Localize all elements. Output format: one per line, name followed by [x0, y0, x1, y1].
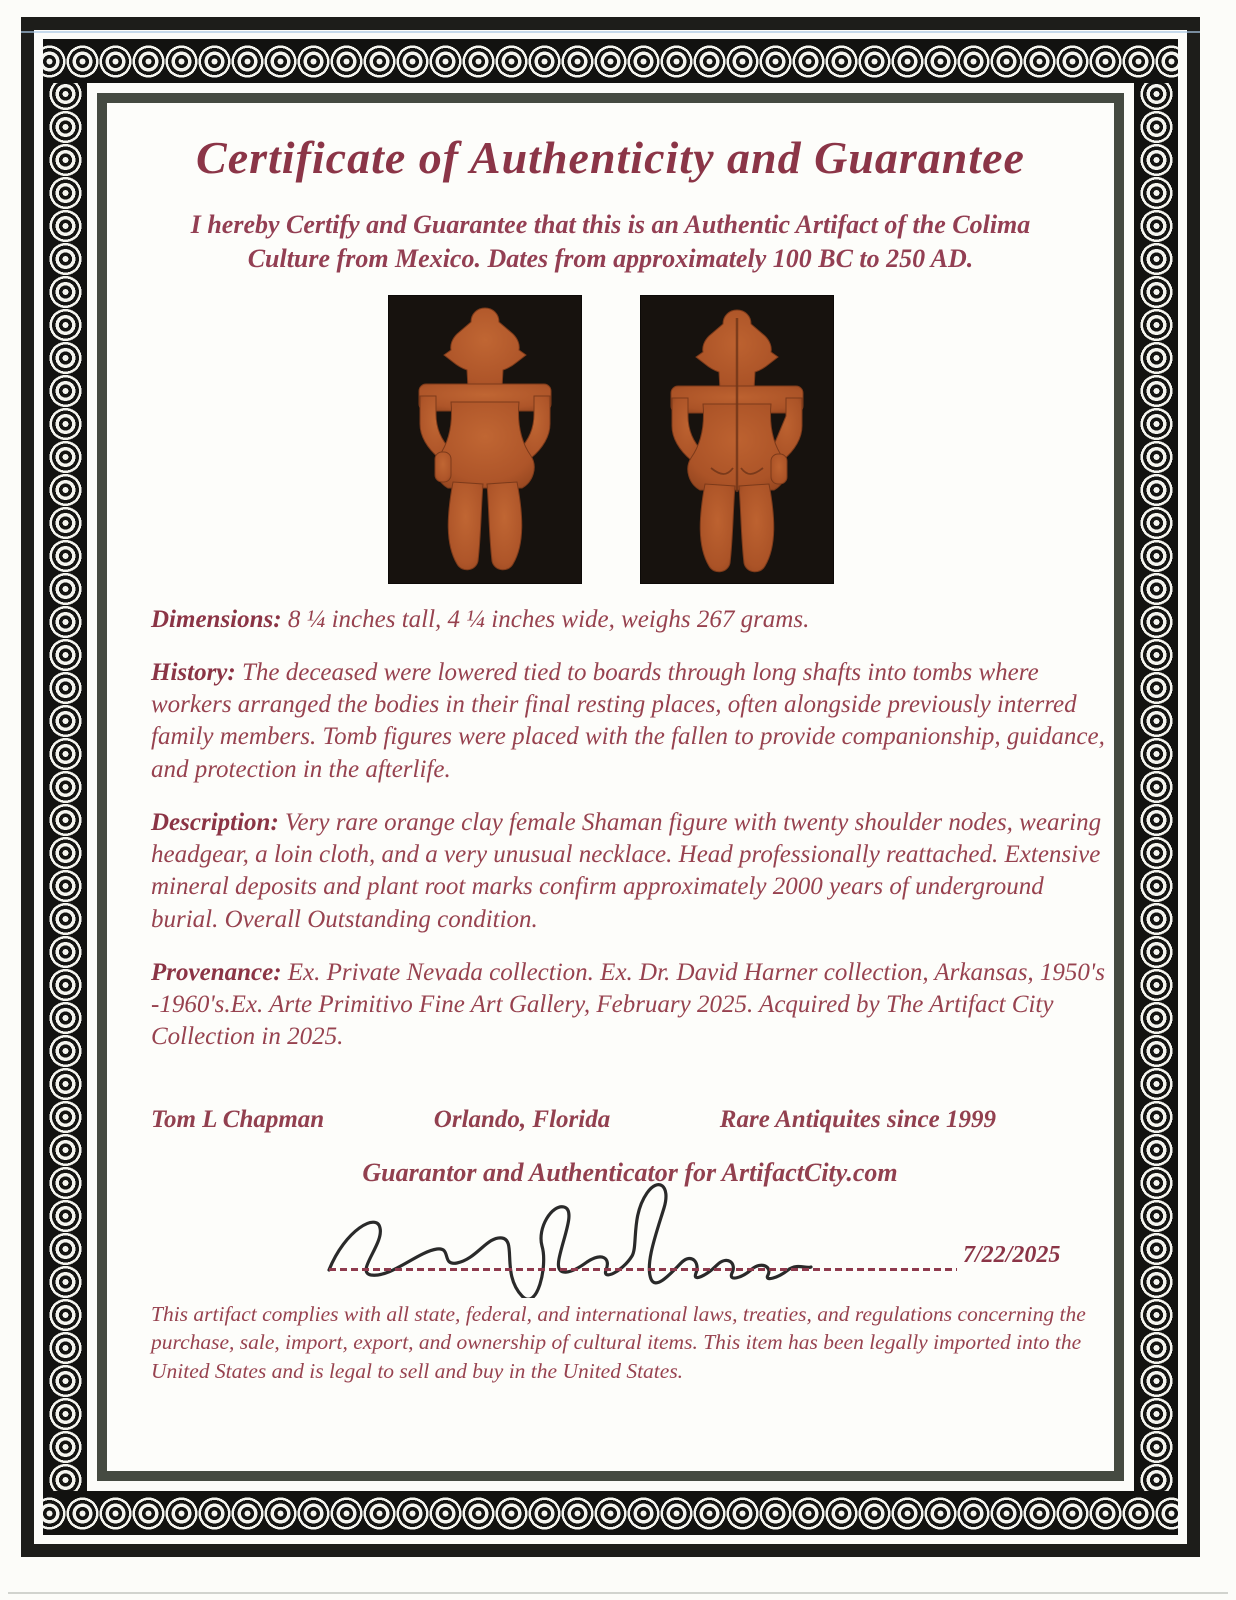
certificate-frame — [21, 17, 1200, 1557]
artifact-photo-front-icon — [389, 296, 581, 583]
signatory-location: Orlando, Florida — [433, 1105, 611, 1133]
bullseye-border-right — [1134, 83, 1178, 1491]
section-description-text: Very rare orange clay female Shaman figure with twenty shoulder nodes, wearing headgear, a loin cloth, and a very unusual necklace. Head professionally reattached. Extensive mineral deposits and plant root marks confirm approximately 2000 years of underground burial. Overall Outstanding condition. — [151, 808, 1102, 933]
section-dimensions-label: Dimensions: — [151, 605, 282, 633]
certification-statement: I hereby Certify and Guarantee that this is an Authentic Artifact of the Colima Culture from Mexico. Dates from approximately 100 BC to 250 AD. — [190, 210, 1031, 273]
bullseye-border-top — [43, 39, 1178, 83]
certificate-content — [107, 103, 1114, 1471]
inner-border-frame — [97, 93, 1124, 1481]
section-dimensions — [151, 604, 1109, 636]
outer-border-band — [21, 17, 1200, 1557]
section-history-text: The deceased were lowered tied to boards through long shafts into tombs where workers arranged the bodies in their final resting places, often alongside previously interred family members. Tomb figures were placed with the fallen to provide companionship, guidance, and protection in the afterlife. — [151, 658, 1105, 783]
certificate-title: Certificate of Authenticity and Guarantee — [196, 132, 1025, 183]
section-provenance-text: Ex. Private Nevada collection. Ex. Dr. David Harner collection, Arkansas, 1950's -1960's.Ex. Arte Primitivo Fine Art Gallery, February 2025. Acquired by The Artifact City Collection in 2025. — [151, 958, 1106, 1051]
signature-line — [329, 1268, 957, 1271]
bullseye-border-bottom — [43, 1491, 1178, 1535]
section-provenance-label: Provenance: — [151, 958, 282, 986]
section-dimensions-text: 8 ¼ inches tall, 4 ¼ inches wide, weighs 267 grams. — [281, 605, 810, 633]
legal-statement: This artifact complies with all state, federal, and international laws, treaties, and regulations concerning the purchase, sale, import, export, and ownership of cultural items. This item has been legally imported into the United States and is legal to sell and buy in the United States. — [151, 1301, 1086, 1383]
scan-artifact-line-bottom — [8, 1592, 1228, 1594]
section-description-label: Description: — [151, 808, 279, 836]
section-history-label: History: — [151, 658, 236, 686]
signatory-tagline: Rare Antiquites since 1999 — [719, 1105, 996, 1133]
signatory-name: Tom L Chapman — [151, 1105, 325, 1133]
signature-date: 7/22/2025 — [963, 1241, 1061, 1268]
section-provenance — [151, 957, 1109, 1054]
bullseye-border-left — [43, 83, 87, 1491]
section-description — [151, 807, 1109, 936]
bullseye-border — [43, 39, 1178, 1535]
signature-ink — [301, 1178, 861, 1298]
inner-margin — [87, 83, 1134, 1491]
guarantor-line: Guarantor and Authenticator for ArtifactCity.com — [362, 1157, 898, 1187]
scan-artifact-line-top — [21, 31, 1200, 33]
artifact-photos — [151, 296, 1070, 583]
artifact-photo-back-icon — [641, 296, 833, 583]
signature-block — [151, 1194, 1070, 1294]
signatory-row — [151, 1106, 996, 1134]
section-history — [151, 657, 1109, 786]
